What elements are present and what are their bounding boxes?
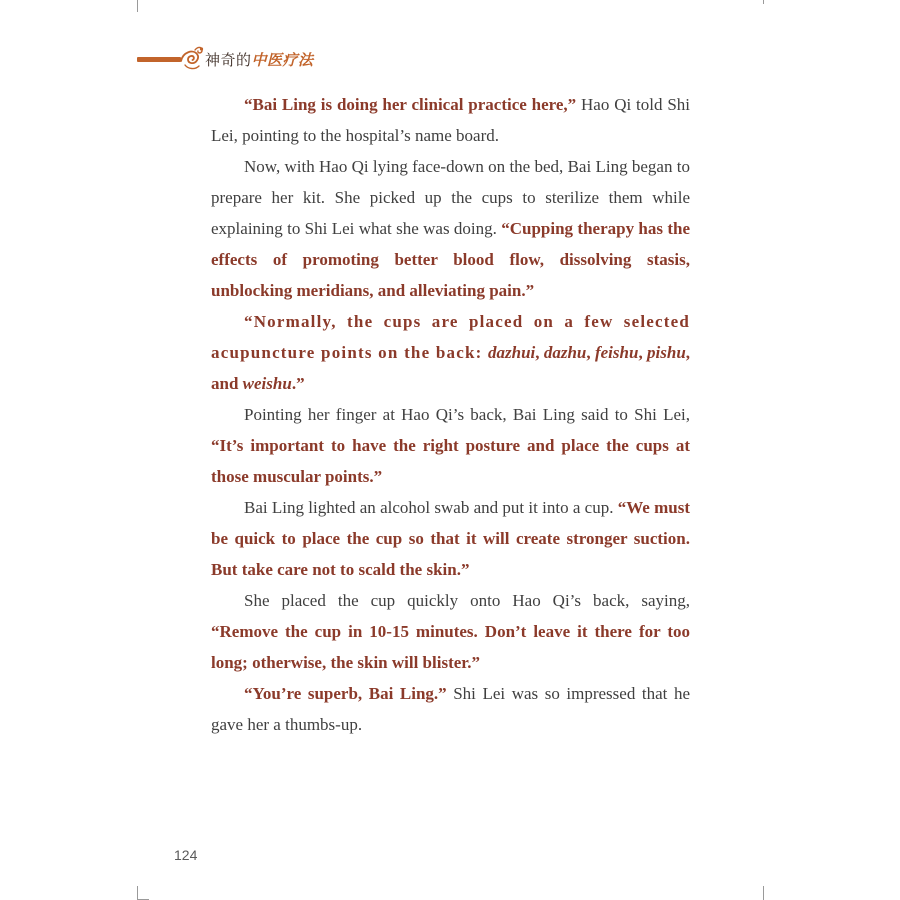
acupoint-name: weishu [242,374,292,393]
separator: , [535,343,544,362]
header-rule [137,57,181,62]
dialogue [211,312,690,393]
header-emblem-icon [177,44,207,74]
acupoint-name: dazhu [543,343,587,362]
narration: Now, with Hao Qi lying face-down on the bed, Bai Ling began to prepare her kit. She picked up the cups to sterilize them while explaining to Shi Lei what she was doing. [211,157,690,238]
separator: .” [291,374,305,393]
dialogue: “Remove the cup in 10-15 minutes. Don’t leave it there for too long; otherwise, the skin will blister.” [211,622,690,672]
narration: She placed the cup quickly onto Hao Qi’s back, saying, [244,591,690,610]
crop-mark-bottom-right-vertical [763,886,764,900]
crop-mark-bottom-left-vertical [137,886,138,900]
page-number: 124 [174,847,198,863]
narration: Hao Qi told Shi Lei, pointing to the hospital’s name board. [211,95,691,145]
paragraph-2 [211,151,690,306]
separator: , [586,343,595,362]
narration: Pointing her finger at Hao Qi’s back, Bai Ling said to Shi Lei, [244,405,690,424]
paragraph-4 [211,399,690,492]
dialogue: “We must be quick to place the cup so that it will create stronger suction. But take care not to scald the skin.” [211,498,691,579]
acupoint-name: feishu [594,343,639,362]
crop-mark-top-right [763,0,764,4]
dialogue-text: “Normally, the cups are placed on a few selected acupuncture points on the back: [211,312,690,362]
dialogue: “It’s important to have the right posture and place the cups at those muscular points.” [211,436,690,486]
dialogue: “Bai Ling is doing her clinical practice here,” [244,95,577,114]
header-title [205,49,314,70]
acupoint-name: pishu [647,343,686,362]
paragraph-1 [211,89,690,151]
running-header [137,44,397,74]
paragraph-7 [211,678,690,740]
dialogue: “You’re superb, Bai Ling.” [244,684,447,703]
dialogue: “Cupping therapy has the effects of promoting better blood flow, dissolving stasis, unblocking meridians, and alleviating pain.” [211,219,690,300]
narration: Bai Ling lighted an alcohol swab and put it into a cup. [244,498,618,517]
paragraph-5 [211,492,690,585]
paragraph-3 [211,306,690,399]
paragraph-6 [211,585,690,678]
separator: , and [211,343,691,393]
header-title-plain: 神奇的 [205,51,252,69]
narration: Shi Lei was so impressed that he gave her a thumbs-up. [211,684,690,734]
header-title-accent: 中医疗法 [251,51,314,69]
separator: , [638,343,648,362]
acupoint-name: dazhui [488,343,536,362]
body-text [211,89,690,740]
crop-mark-top-left [137,0,138,12]
